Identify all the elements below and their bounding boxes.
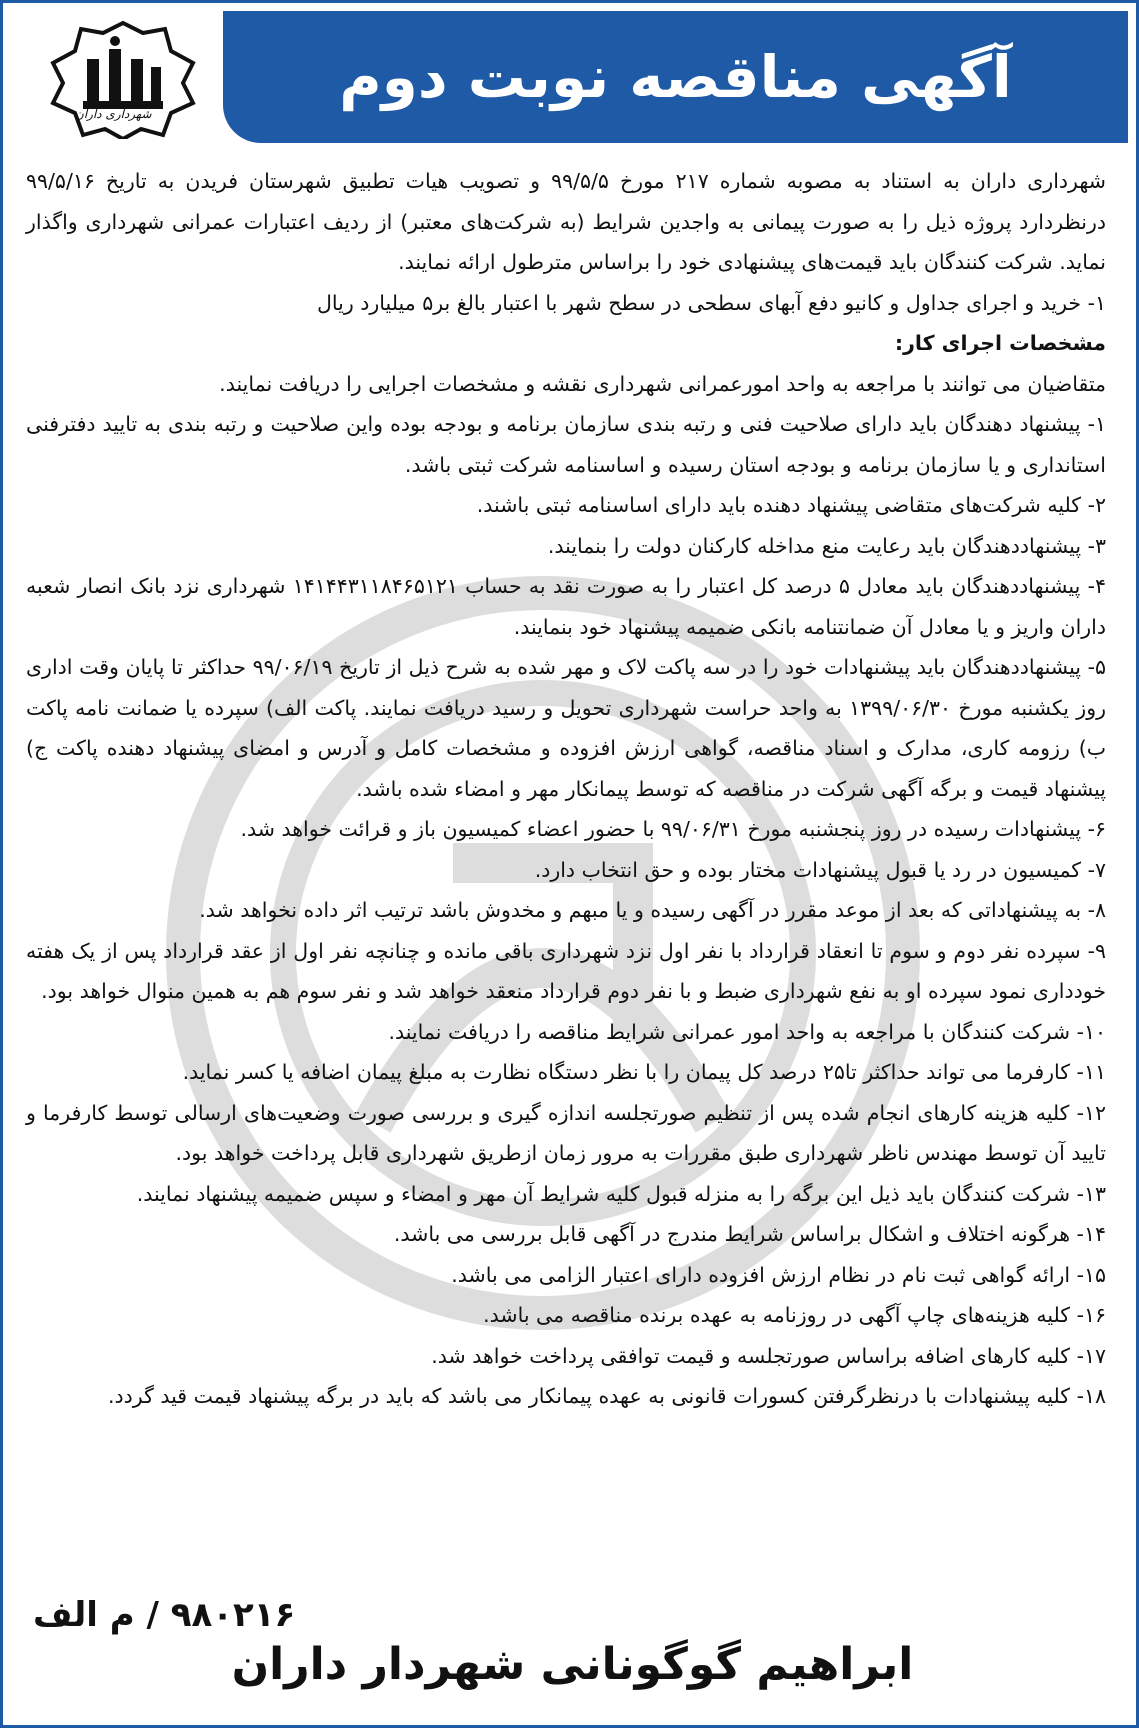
signature-line: ابراهیم گوگونانی شهردار داران <box>231 1639 914 1690</box>
project-item: ۱- خرید و اجرای جداول و کانیو دفع آبهای سطحی در سطح شهر با اعتبار بالغ بر۵ میلیارد ریال <box>317 290 1106 315</box>
condition-item: ۱۳- شرکت کنندگان باید ذیل این برگه را به منزله قبول کلیه شرایط آن مهر و امضاء و سپس ضمیمه پیشنهاد نمایند. <box>136 1181 1106 1206</box>
condition-item: ۹- سپرده نفر دوم و سوم تا انعقاد قرارداد با نفر اول نزد شهرداری باقی مانده و چنانچه نفر اول از عقد قرارداد پس از یک هفته خودداری نمود سپرده او به نفع شهرداری ضبط و با نفر دوم قرارداد منعقد خواهد شد و نفر سوم هم به همین منوال خواهد بود. <box>26 938 1106 1003</box>
municipality-logo-icon <box>43 19 203 139</box>
condition-item: ۱۸- کلیه پیشنهادات با درنظرگرفتن کسورات قانونی به عهده پیمانکار می باشد که باید در برگه پیشنهاد قیمت قید گردد. <box>108 1384 1106 1408</box>
reference-number: ۹۸۰۲۱۶ / م الف <box>33 1595 296 1635</box>
page-title: آگهی مناقصه نوبت دوم <box>339 43 1012 111</box>
condition-item: ۷- کمیسیون در رد یا قبول پیشنهادات مختار بوده و حق انتخاب دارد. <box>534 857 1106 882</box>
condition-item: ۳- پیشنهاددهندگان باید رعایت منع مداخله کارکنان دولت را بنمایند. <box>547 533 1106 558</box>
specs-heading: مشخصات اجرای کار: <box>894 331 1106 355</box>
condition-item: ۱۵- ارائه گواهی ثبت نام در نظام ارزش افزوده دارای اعتبار الزامی می باشد. <box>451 1262 1106 1287</box>
intro-paragraph: شهرداری داران به استناد به مصوبه شماره ۲۱۷ مورخ ۹۹/۵/۵ و تصویب هیات تطبیق شهرستان فریدن به تاریخ ۹۹/۵/۱۶ درنظردارد پروژه ذیل را به صورت پیمانی به واجدین شرایط (به شرکت‌های معتبر) از ردیف اعتبارات عمرانی شهرداری واگذار نماید. شرکت کنندگان باید قیمت‌های پیشنهادی خود را براساس مترطول ارائه نمایند. <box>26 169 1106 274</box>
condition-item: ۵- پیشنهاددهندگان باید پیشنهادات خود را در سه پاکت لاک و مهر شده به شرح ذیل از تاریخ ۹۹/۰۶/۱۹ حداکثر تا پایان وقت اداری روز یکشنبه مورخ ۱۳۹۹/۰۶/۳۰ به واحد حراست شهرداری تحویل و رسید دریافت نمایند. پاکت الف) سپرده یا ضمانت نامه پاکت ب) رزومه کاری، مدارک و اسناد مناقصه، گواهی ارزش افزوده و مشخصات کامل و آدرس و امضای پیشنهاد دهنده پاکت ج) پیشنهاد قیمت و برگه آگهی شرکت در مناقصه که توسط پیمانکار مهر و امضاء شده باشد. <box>26 655 1106 801</box>
notice-body <box>26 161 1106 1417</box>
condition-item: ۸- به پیشنهاداتی که بعد از موعد مقرر در آگهی رسیده و یا مبهم و مخدوش باشد ترتیب اثر داده نخواهد شد. <box>199 898 1106 922</box>
condition-item: ۱۱- کارفرما می تواند حداکثر تا۲۵ درصد کل پیمان را با نظر دستگاه نظارت به مبلغ پیمان اضافه یا کسر نماید. <box>182 1060 1106 1084</box>
condition-item: ۱۷- کلیه کارهای اضافه براساس صورتجلسه و قیمت توافقی پرداخت خواهد شد. <box>431 1343 1106 1368</box>
condition-item: ۲- کلیه شرکت‌های متقاضی پیشنهاد دهنده باید دارای اساسنامه ثبتی باشند. <box>476 493 1106 517</box>
condition-item: ۶- پیشنهادات رسیده در روز پنجشنبه مورخ ۹۹/۰۶/۳۱ با حضور اعضاء کمیسیون باز و قرائت خواهد شد. <box>240 817 1106 841</box>
condition-item: ۱- پیشنهاد دهندگان باید دارای صلاحیت فنی و رتبه بندی سازمان برنامه و بودجه بوده واین صلاحیت و رتبه بندی به تایید دفترفنی استانداری و یا سازمان برنامه و بودجه استان رسیده و اساسنامه شرکت ثبتی باشد. <box>26 412 1106 477</box>
condition-item: ۱۶- کلیه هزینه‌های چاپ آگهی در روزنامه به عهده برنده مناقصه می باشد. <box>483 1303 1106 1327</box>
condition-item: ۱۲- کلیه هزینه کارهای انجام شده پس از تنظیم صورتجلسه اندازه گیری و بررسی صورت وضعیت‌های ارسالی توسط کارفرما و تایید آن توسط مهندس ناظر شهرداری طبق مقررات به مرور زمان ازطریق شهرداری قابل پرداخت خواهد بود. <box>26 1100 1106 1165</box>
condition-item: ۱۴- هرگونه اختلاف و اشکال براساس شرایط مندرج در آگهی قابل بررسی می باشد. <box>393 1222 1106 1246</box>
condition-item: ۱۰- شرکت کنندگان با مراجعه به واحد امور عمرانی شرایط مناقصه را دریافت نمایند. <box>388 1019 1106 1044</box>
header-banner <box>223 11 1128 143</box>
condition-item: ۴- پیشنهاددهندگان باید معادل ۵ درصد کل اعتبار را به صورت نقد به حساب ۱۴۱۴۴۳۱۱۸۴۶۵۱۲۱ شهرداری نزد بانک انصار شعبه داران واریز و یا معادل آن ضمانتنامه بانکی ضمیمه پیشنهاد خود بنمایند. <box>26 574 1106 639</box>
logo-caption: شهرداری داران <box>75 107 152 121</box>
specs-intro: متقاضیان می توانند با مراجعه به واحد امورعمرانی شهرداری نقشه و مشخصات اجرایی را دریافت نمایند. <box>219 371 1106 396</box>
